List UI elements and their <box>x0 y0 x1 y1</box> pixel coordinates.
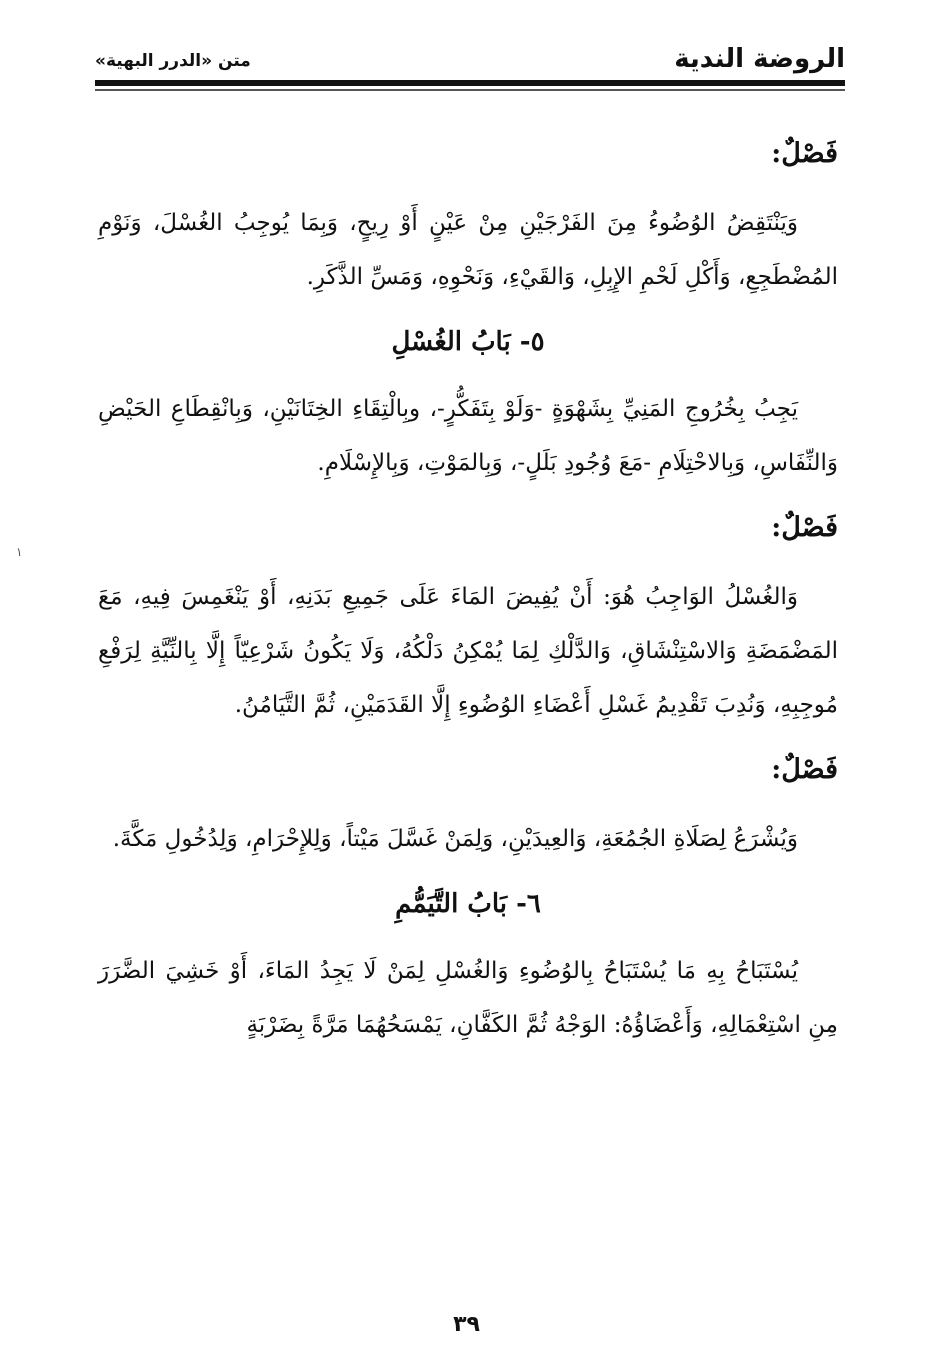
paragraph-ghusl-recommended: وَيُشْرَعُ لِصَلَاةِ الجُمُعَةِ، وَالعِيدَيْنِ، وَلِمَنْ غَسَّلَ مَيْتاً، وَلِلإِحْرَامِ، وَلِدُخُولِ مَكَّةَ. <box>112 826 798 852</box>
chapter-heading-ghusl: ٥- بَابُ الغُسْلِ <box>391 327 545 357</box>
section-heading-fasl: فَصْلٌ: <box>771 754 838 785</box>
book-title: الروضة الندية <box>674 44 845 74</box>
chapter-heading-tayammum: ٦- بَابُ التَّيَمُّمِ <box>395 889 541 919</box>
header-rule-thick <box>95 80 845 86</box>
running-header <box>95 44 845 78</box>
page-number: ٣٩ <box>453 1312 480 1337</box>
gutter-mark: ١ <box>16 545 23 559</box>
paragraph-ghusl-obligations: يَجِبُ بِخُرُوجِ المَنِيِّ بِشَهْوَةٍ -وَلَوْ بِتَفَكُّرٍ-، وبِالْتِقَاءِ الخِتَانَيْنِ، وَبِانْقِطَاعِ الحَيْضِ وَالنِّفَاسِ، وَبِالاحْتِلَامِ -مَعَ وُجُودِ بَلَلٍ-، وَبِالمَوْتِ، وَبِالإِسْلَامِ. <box>98 396 838 476</box>
section-heading-fasl: فَصْلٌ: <box>771 512 838 543</box>
paragraph-wudu-nullifiers: وَيَنْتَقِضُ الوُضُوءُ مِنَ الفَرْجَيْنِ مِنْ عَيْنٍ أَوْ رِيحٍ، وَبِمَا يُوجِبُ الغُسْلَ، وَنَوْمِ المُضْطَجِعِ، وَأَكْلِ لَحْمِ الإِبِلِ، وَالقَيْءِ، وَنَحْوِهِ، وَمَسِّ الذَّكَرِ. <box>98 210 838 290</box>
page-body <box>98 130 838 1072</box>
header-rule-thin <box>95 89 845 91</box>
paragraph-tayammum: يُسْتَبَاحُ بِهِ مَا يُسْتَبَاحُ بِالوُضُوءِ وَالغُسْلِ لِمَنْ لَا يَجِدُ المَاءَ، أَوْ خَشِيَ الضَّرَرَ مِنِ اسْتِعْمَالِهِ، وَأَعْضَاؤُهُ: الوَجْهُ ثُمَّ الكَفَّانِ، يَمْسَحُهُمَا مَرَّةً بِضَرْبَةٍ <box>98 958 838 1038</box>
book-subtitle: متن «الدرر البهية» <box>95 51 251 71</box>
section-heading-fasl: فَصْلٌ: <box>771 138 838 169</box>
paragraph-ghusl-method: وَالغُسْلُ الوَاجِبُ هُوَ: أَنْ يُفِيضَ المَاءَ عَلَى جَمِيعِ بَدَنِهِ، أَوْ يَنْغَمِسَ فِيهِ، مَعَ المَضْمَضَةِ وَالاسْتِنْشَاقِ، وَالدَّلْكِ لِمَا يُمْكِنُ دَلْكُهُ، وَلَا يَكُونُ شَرْعِيّاً إِلَّا بِالنِّيَّةِ لِرَفْعِ مُوجِبِهِ، وَنُدِبَ تَقْدِيمُ غَسْلِ أَعْضَاءِ الوُضُوءِ إِلَّا القَدَمَيْنِ، ثُمَّ التَّيَامُنُ. <box>98 584 838 718</box>
